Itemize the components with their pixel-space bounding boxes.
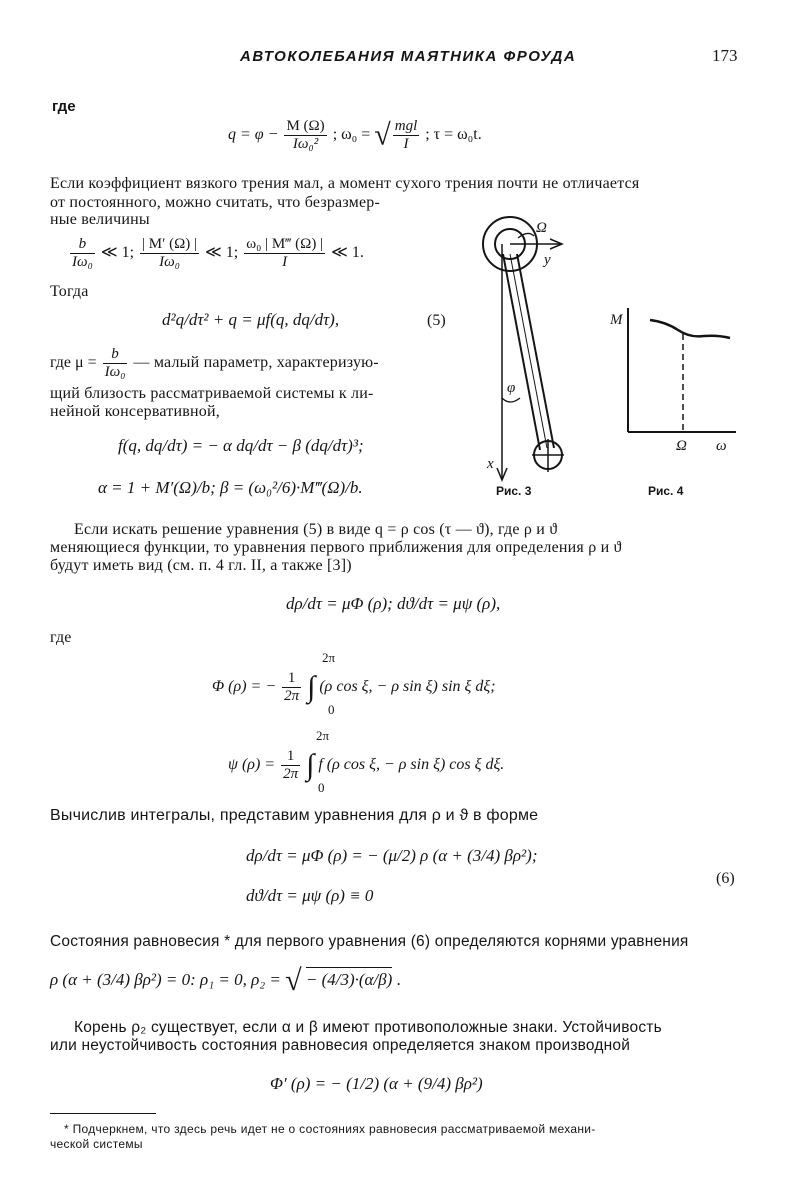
phi-integral: Φ (ρ) = − $\frac{1}{2\pi}$ ∫ (ρ cos ξ, − ρ sin ξ) sin ξ dξ; xyxy=(212,670,496,704)
mu-paragraph-line-2: щий близость рассматриваемой системы к ли- xyxy=(50,385,374,402)
where-label: где xyxy=(52,98,76,115)
fig4-Omega-label: Ω xyxy=(676,438,687,454)
running-header: АВТОКОЛЕБАНИЯ МАЯТНИКА ФРОУДА xyxy=(240,48,577,65)
equation-5: d²q/dτ² + q = μf(q, dq/dτ), xyxy=(162,310,340,329)
figure-4-moment-graph xyxy=(604,300,744,460)
fig3-phi-label: φ xyxy=(507,380,516,396)
rod-center xyxy=(510,254,547,448)
figure-4-caption: Рис. 4 xyxy=(648,484,684,498)
integral-sign-icon: ∫ xyxy=(307,670,316,704)
alpha-beta-definition: α = 1 + M′(Ω)/b; β = (ω₀²/6)·M‴(Ω)/b. xyxy=(98,478,363,497)
psi-integral-lower-limit: 0 xyxy=(318,780,325,795)
f-definition: f(q, dq/dτ) = − α dq/dτ − β (dq/dτ)³; xyxy=(118,436,364,455)
fig3-y-label: y xyxy=(544,252,551,268)
fig4-M-label: M xyxy=(610,312,623,328)
paragraph-1-line-1: Если коэффициент вязкого трения мал, а момент сухого трения почти не отличается xyxy=(50,175,640,192)
paragraph-1-line-3: ные величины xyxy=(50,211,150,228)
rod-right-edge xyxy=(517,254,554,448)
paragraph-5-line-2: или неустойчивость состояния равновесия определяется знаком производной xyxy=(50,1037,631,1054)
phi-integral-lower-limit: 0 xyxy=(328,702,335,717)
mu-definition: где μ = $\frac{b}{\text{Iω₀}}$ — малый параметр, характеризую- xyxy=(50,346,379,380)
footnote-rule xyxy=(50,1113,156,1114)
square-root-icon: √ xyxy=(285,964,302,997)
rod-left-edge xyxy=(503,254,540,450)
fig4-moment-curve xyxy=(650,320,730,338)
footnote-line-1: * Подчеркнем, что здесь речь идет не о состояниях равновесия рассматриваемой механи- xyxy=(64,1122,596,1136)
equation-6-line-1: dρ/dτ = μΦ (ρ) = − (μ/2) ρ (α + (3/4) βρ²); xyxy=(246,846,538,865)
mu-paragraph-line-3: нейной консервативной, xyxy=(50,403,220,420)
footnote-line-2: ческой системы xyxy=(50,1137,143,1151)
paragraph-1-line-2: от постоянного, можно считать, что безразмер- xyxy=(50,194,380,211)
phi-integral-upper-limit: 2π xyxy=(322,650,336,665)
equation-6-line-2: dϑ/dτ = μψ (ρ) ≡ 0 xyxy=(246,886,374,905)
equilibrium-roots-equation: ρ (α + (3/4) βρ²) = 0: ρ₁ = 0, ρ₂ = √ − (4/3)·(α/β) . xyxy=(50,964,401,997)
where-label-2: где xyxy=(50,629,72,646)
equation-6-number: (6) xyxy=(716,870,735,887)
paragraph-2-line-2: меняющиеся функции, то уравнения первого приближения для определения ρ и ϑ xyxy=(50,539,622,556)
fig3-x-label: x xyxy=(487,456,494,472)
psi-integral-upper-limit: 2π xyxy=(316,728,330,743)
figure-3-pendulum xyxy=(470,210,590,500)
integral-sign-icon: ∫ xyxy=(306,748,315,782)
inequalities-small-parameters: $\frac{b}{\text{Iω₀}}$ ≪ 1; $\frac{| M' (\Omega) |}{\text{Iω₀}}$ ≪ 1; $\frac{\text{ω₀ | M‴ (Ω) |}}{I}$ ≪ 1. xyxy=(72,236,364,270)
paragraph-3: Вычислив интегралы, представим уравнения для ρ и ϑ в форме xyxy=(50,807,539,824)
paragraph-5-line-1: Корень ρ₂ существует, если α и β имеют противоположные знаки. Устойчивость xyxy=(74,1019,662,1036)
phi-arc xyxy=(502,398,520,402)
equation-5-number: (5) xyxy=(427,312,446,329)
fig4-omega-label: ω xyxy=(716,438,727,454)
then-label: Тогда xyxy=(50,283,89,300)
pendulum-drawing xyxy=(483,217,564,480)
first-approximation-equations: dρ/dτ = μΦ (ρ); dϑ/dτ = μψ (ρ), xyxy=(286,594,501,613)
equation-q-definition: q = φ − $\frac{M (\Omega)}{\text{Iω₀²}}$ ; ω₀ = √ $\frac{\text{mgl}}{I}$ ; τ = ω₀t. xyxy=(228,118,482,152)
psi-integral: ψ (ρ) = $\frac{1}{2\pi}$ ∫ f (ρ cos ξ, − ρ sin ξ) cos ξ dξ. xyxy=(228,748,505,782)
figure-3-caption: Рис. 3 xyxy=(496,484,532,498)
paragraph-4: Состояния равновесия * для первого уравнения (6) определяются корнями уравнения xyxy=(50,933,689,950)
fig3-omega-label: Ω xyxy=(536,220,547,236)
paragraph-2-line-1: Если искать решение уравнения (5) в виде q = ρ cos (τ — ϑ), где ρ и ϑ xyxy=(74,521,558,538)
page-number: 173 xyxy=(712,46,738,65)
derivative-equation: Φ′ (ρ) = − (1/2) (α + (9/4) βρ²) xyxy=(270,1074,483,1093)
paragraph-2-line-3: будут иметь вид (см. п. 4 гл. II, а также [3]) xyxy=(50,557,352,574)
